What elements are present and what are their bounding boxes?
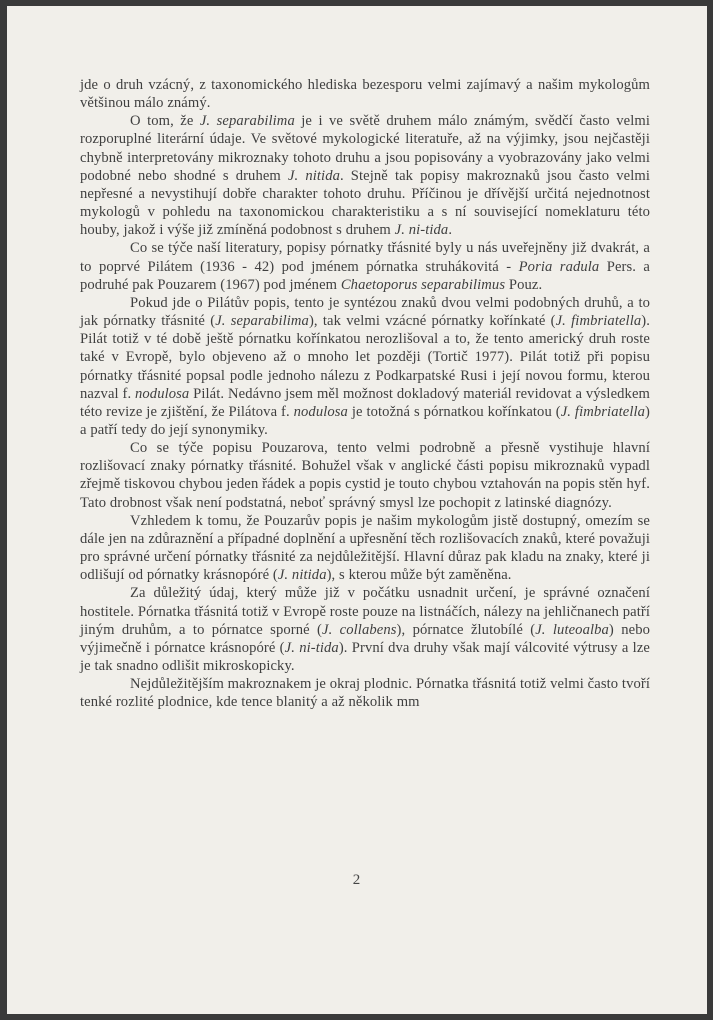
paragraph (80, 584, 650, 675)
text-run: . Stejně tak popisy makroznaků jsou často velmi nepřesné a nevystihují dobře charakter tohoto druhu. Příčinou je dřívější určitá nejednotnost mykologů v pohledu na taxonomickou charakteristiku a s ní související nomeklaturu této houby, jakož i výše již zmíněná podobnost s druhem (80, 167, 650, 239)
paragraph (80, 512, 650, 585)
body-text (80, 76, 650, 711)
text-run: Pouz. (505, 276, 543, 293)
paragraph (80, 239, 650, 293)
text-run: jde o druh vzácný, z taxonomického hlediska bezesporu velmi zajímavý a našim mykologům většinou málo známý. (80, 77, 650, 112)
text-run: ), s kterou může být zaměněna. (326, 567, 512, 584)
italic-taxon-name: J. nitida (287, 167, 340, 184)
text-run: Co se týče popisu Pouzarova, tento velmi podrobně a přesně vystihuje hlavní rozlišovací znaky pórnatky třásnité. Bohužel však v anglické části popisu mikroznaků vypadl zřejmě tiskovou chybou jeden řádek a popis cystid je touto chybou vztahován na popis stěn hyf. Tato drobnost však není podstatná, neboť správný smysl lze pochopit z latinské diagnózy. (80, 440, 650, 511)
paragraph (80, 439, 650, 512)
paragraph (80, 294, 650, 439)
italic-taxon-name: J. collabens (322, 621, 397, 638)
italic-taxon-name: nodulosa (293, 403, 348, 420)
italic-taxon-name: J. luteoalba (535, 621, 609, 638)
text-run: je i ve světě druhem málo známým, svědčí často velmi rozporuplné literární údaje. Ve světové mykologické literatuře, až na výjimky, jsou nejčastěji chybně interpretovány mikroznaky tohoto druhu a jsou popisovány a vyobrazovány jako velmi podobné nebo shodné s druhem (80, 113, 650, 184)
text-run: Pokud jde o Pilátův popis, tento je syntézou znaků dvou velmi podobných druhů, a to jak pórnatky třásnité ( (80, 294, 650, 330)
text-run: ). První dva druhy však mají válcovité výtrusy a lze je tak snadno odlišit mikroskopicky. (80, 639, 650, 674)
italic-taxon-name: J. separabilima (215, 313, 309, 330)
italic-taxon-name: J. fimbriatella (560, 403, 646, 420)
text-run: Co se týče naší literatury, popisy pórnatky třásnité byly u nás uveřejněny již dvakrát, a to poprvé Pilátem (1936 - 42) pod jménem pórnatka struhákovitá - (80, 240, 650, 275)
italic-taxon-name: J. ni-tida (394, 222, 449, 239)
text-run: je totožná s pórnatkou kořínkatou ( (347, 403, 561, 420)
text-run: ), pórnatce žlutobílé ( (396, 621, 536, 638)
page-number: 2 (352, 872, 361, 888)
text-run: . (448, 222, 453, 239)
text-run: ). Pilát totiž v té době ještě pórnatku kořínkatou nerozlišoval a to, že tento americký druh roste také v Evropě, bylo objeveno až o mnoho let později (Tortič 1977). Pilát totiž při popisu pórnatky třásnité popsal podle jednoho nálezu z Podkarpatské Rusi i její novou formu, kterou nazval f. (80, 313, 650, 402)
italic-taxon-name: J. separabilima (199, 113, 295, 130)
text-run: Za důležitý údaj, který může již v počátku usnadnit určení, je správné označení hostitele. Pórnatka třásnitá totiž v Evropě roste pouze na listnáčích, nálezy na jehličnanech patří jiným druhům, a to pórnatce sporné ( (80, 585, 650, 638)
italic-taxon-name: Chaetoporus separabilimus (340, 276, 506, 293)
italic-taxon-name: J. nitida (277, 567, 327, 584)
text-run: Pers. a podruhé pak Pouzarem (1967) pod jménem (80, 258, 650, 293)
text-run: ), tak velmi vzácné pórnatky kořínkaté ( (308, 313, 556, 330)
paragraph (80, 112, 650, 239)
italic-taxon-name: J. ni-tida (284, 639, 339, 656)
text-run: Pilát. Nedávno jsem měl možnost dokladový materiál revidovat a výsledkem této revize je zjištění, že Pilátova f. (80, 385, 650, 420)
paragraph (80, 76, 650, 112)
text-run: O tom, že (130, 113, 200, 130)
text-run: Vzhledem k tomu, že Pouzarův popis je našim mykologům jistě dostupný, omezím se dále jen na zdůraznění a případné doplnění a upřesnění těch rozlišovacích znaků, které považuji pro správné určení pórnatky třásnité za nejdůležitější. Hlavní důraz pak kladu na znaky, které ji odlišují od pórnatky krásnopóré ( (80, 512, 650, 584)
italic-taxon-name: Poria radula (518, 258, 600, 275)
page-sheet (7, 6, 707, 1014)
text-run: ) a patří tedy do její synonymiky. (80, 403, 650, 438)
text-run: ) nebo výjimečně i pórnatce krásnopóré ( (80, 621, 650, 656)
italic-taxon-name: nodulosa (135, 385, 190, 402)
text-run: Nejdůležitějším makroznakem je okraj plodnic. Pórnatka třásnitá totiž velmi často tvoří tenké rozlité plodnice, kde tence blanitý a až několik mm (80, 676, 650, 711)
italic-taxon-name: J. fimbriatella (555, 313, 642, 330)
paragraph (80, 675, 650, 711)
